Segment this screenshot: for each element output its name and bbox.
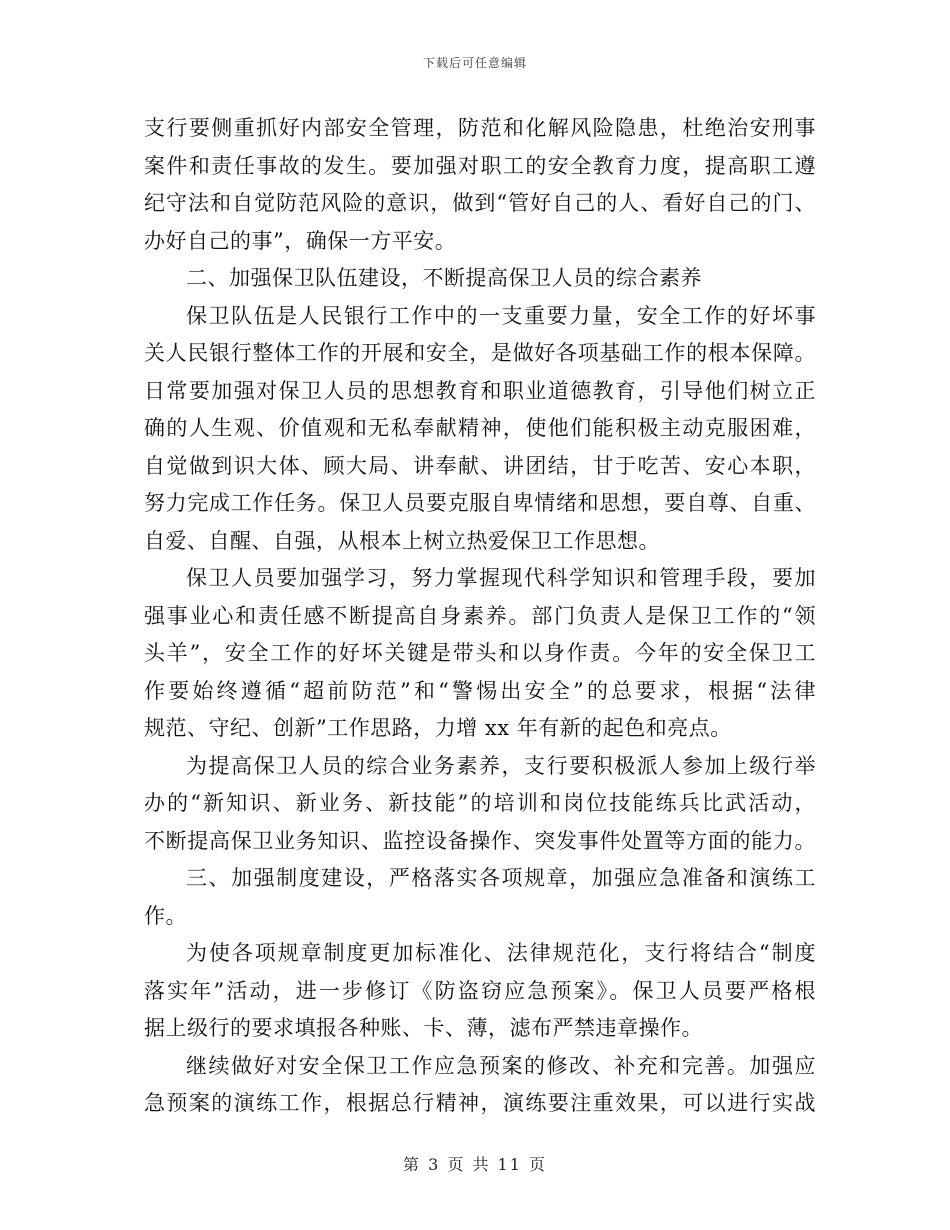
text-line: 支行要侧重抓好内部安全管理，防范和化解风险隐患，杜绝治安刑事 bbox=[144, 116, 816, 140]
text-line: 办的“新知识、新业务、新技能”的培训和岗位技能练兵比武活动， bbox=[144, 791, 816, 815]
text-line: 日常要加强对保卫人员的思想教育和职业道德教育，引导他们树立正 bbox=[144, 378, 816, 403]
text-line: 三、加强制度建设，严格落实各项规章，加强应急准备和演练工 bbox=[186, 866, 816, 890]
document-body bbox=[144, 110, 816, 1123]
text-line: 案件和责任事故的发生。要加强对职工的安全教育力度，提高职工遵 bbox=[144, 153, 816, 178]
text-line: 继续做好对安全保卫工作应急预案的修改、补充和完善。加强应 bbox=[186, 1053, 816, 1078]
page-header: 下载后可任意编辑 bbox=[422, 56, 527, 70]
text-line: 据上级行的要求填报各种账、卡、薄，滤布严禁违章操作。 bbox=[144, 1016, 703, 1040]
text-line: 急预案的演练工作，根据总行精神，演练要注重效果，可以进行实战 bbox=[144, 1091, 816, 1115]
text-line: 纪守法和自觉防范风险的意识，做到“管好自己的人、看好自己的门、 bbox=[144, 191, 816, 215]
text-line: 为提高保卫人员的综合业务素养，支行要积极派人参加上级行举 bbox=[186, 753, 816, 778]
text-line: 头羊”，安全工作的好坏关键是带头和以身作责。今年的安全保卫工 bbox=[144, 641, 816, 665]
text-line: 强事业心和责任感不断提高自身素养。部门负责人是保卫工作的“领 bbox=[144, 603, 816, 628]
text-line: 作。 bbox=[144, 903, 187, 928]
text-line: 保卫队伍是人民银行工作中的一支重要力量，安全工作的好坏事 bbox=[186, 303, 816, 328]
text-line: 办好自己的事”，确保一方平安。 bbox=[144, 228, 457, 253]
text-line: 努力完成工作任务。保卫人员要克服自卑情绪和思想，要自尊、自重、 bbox=[144, 491, 816, 515]
text-line: 作要始终遵循“超前防范”和“警惕出安全”的总要求，根据“法律 bbox=[144, 678, 816, 703]
text-line: 落实年”活动，进一步修订《防盗窃应急预案》。保卫人员要严格根 bbox=[144, 978, 816, 1003]
text-line: 自爱、自醒、自强，从根本上树立热爱保卫工作思想。 bbox=[144, 528, 660, 553]
text-line: 为使各项规章制度更加标准化、法律规范化，支行将结合“制度 bbox=[186, 941, 816, 965]
text-line: 关人民银行整体工作的开展和安全，是做好各项基础工作的根本保障。 bbox=[144, 341, 816, 365]
text-line: 二、加强保卫队伍建设，不断提高保卫人员的综合素养 bbox=[186, 266, 702, 290]
text-line: 规范、守纪、创新”工作思路，力增 xx 年有新的起色和亮点。 bbox=[144, 716, 732, 740]
text-line: 不断提高保卫业务知识、监控设备操作、突发事件处置等方面的能力。 bbox=[144, 828, 816, 853]
page-number: 第 3 页 共 11 页 bbox=[403, 1155, 547, 1174]
text-line: 保卫人员要加强学习，努力掌握现代科学知识和管理手段，要加 bbox=[186, 566, 816, 590]
text-line: 确的人生观、价值观和无私奉献精神，使他们能积极主动克服困难， bbox=[144, 416, 816, 440]
text-line: 自觉做到识大体、顾大局、讲奉献、讲团结，甘于吃苦、安心本职， bbox=[144, 453, 816, 478]
